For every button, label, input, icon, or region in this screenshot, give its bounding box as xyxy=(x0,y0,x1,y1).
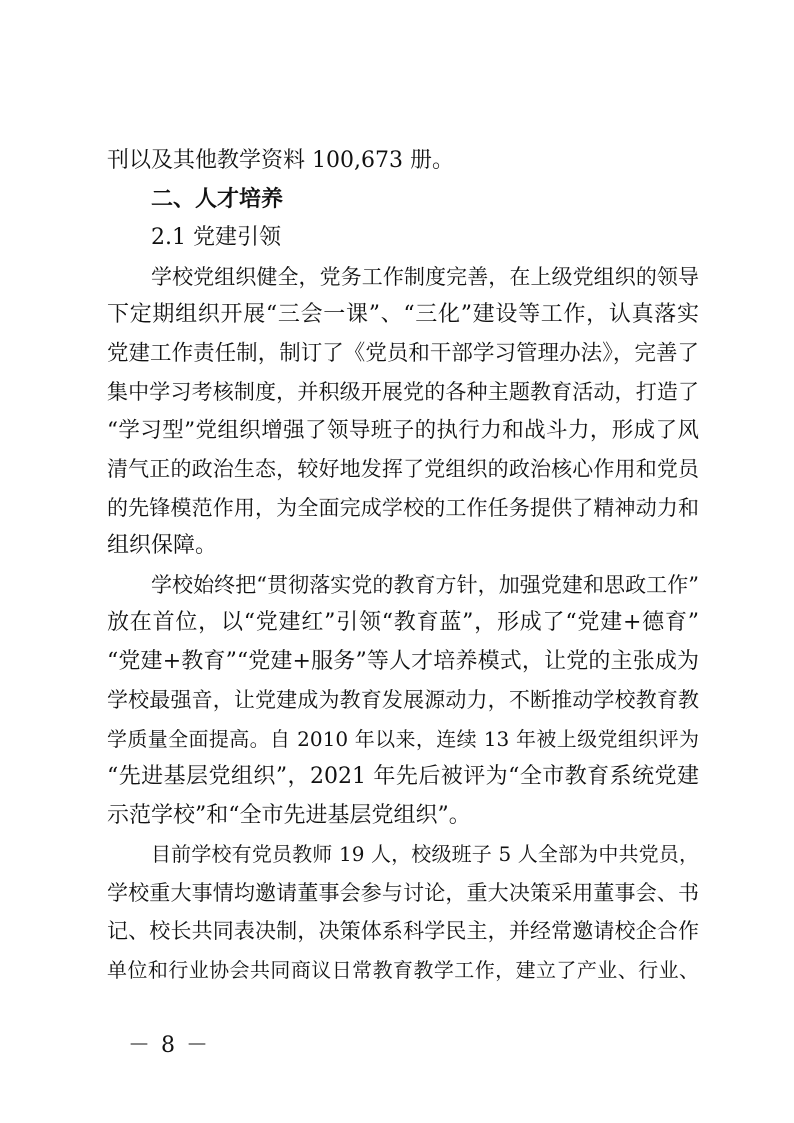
text-line: “学习型”党组织增强了领导班子的执行力和战斗力，形成了风 xyxy=(107,417,699,443)
text-line: 集中学习考核制度，并积级开展党的各种主题教育活动，打造了 xyxy=(107,380,699,404)
text-line: 组织保障。 xyxy=(107,533,218,558)
text-line: “先进基层党组织”，2021 年先后被评为“全市教育系统党建 xyxy=(107,764,699,789)
text-line: “党建+教育”“党建+服务”等人才培养模式，让党的主张成为 xyxy=(107,648,699,674)
text-line: 学校始终把“贯彻落实党的教育方针，加强党建和思政工作” xyxy=(151,572,699,597)
text-line: 下定期组织开展“三会一课”、“三化”建设等工作，认真落实 xyxy=(107,302,699,327)
text-line: 单位和行业协会共同商议日常教育教学工作，建立了产业、行业、 xyxy=(107,957,699,982)
text-line: 学质量全面提高。自 2010 年以来，连续 13 年被上级党组织评为 xyxy=(107,726,699,751)
text-line: 学校重大事情均邀请董事会参与讨论，重大决策采用董事会、书 xyxy=(107,880,699,905)
text-line: 放在首位，以“党建红”引领“教育蓝”，形成了“党建+德育” xyxy=(107,610,699,635)
section-heading: 二、人才培养 xyxy=(151,186,284,212)
text-line: 刊以及其他教学资料 100,673 册。 xyxy=(107,148,454,173)
text-line: 示范学校”和“全市先进基层党组织”。 xyxy=(107,802,471,828)
text-line: 学校党组织健全，党务工作制度完善，在上级党组织的领导 xyxy=(151,264,699,289)
text-line: 清气正的政治生态，较好地发挥了党组织的政治核心作用和党员 xyxy=(107,457,699,481)
text-line: 的先锋模范作用，为全面完成学校的工作任务提供了精神动力和 xyxy=(107,495,699,520)
text-line: 2.1 党建引领 xyxy=(151,225,281,250)
body-text xyxy=(107,142,699,989)
text-line: 目前学校有党员教师 19 人，校级班子 5 人全部为中共党员， xyxy=(151,842,699,866)
text-line: 党建工作责任制，制订了《党员和干部学习管理办法》，完善了 xyxy=(107,340,699,366)
text-line: 记、校长共同表决制，决策体系科学民主，并经常邀请校企合作 xyxy=(107,919,699,943)
text-line: 学校最强音，让党建成为教育发展源动力，不断推动学校教育教 xyxy=(107,688,699,712)
page-number: － 8 － xyxy=(128,1033,210,1058)
